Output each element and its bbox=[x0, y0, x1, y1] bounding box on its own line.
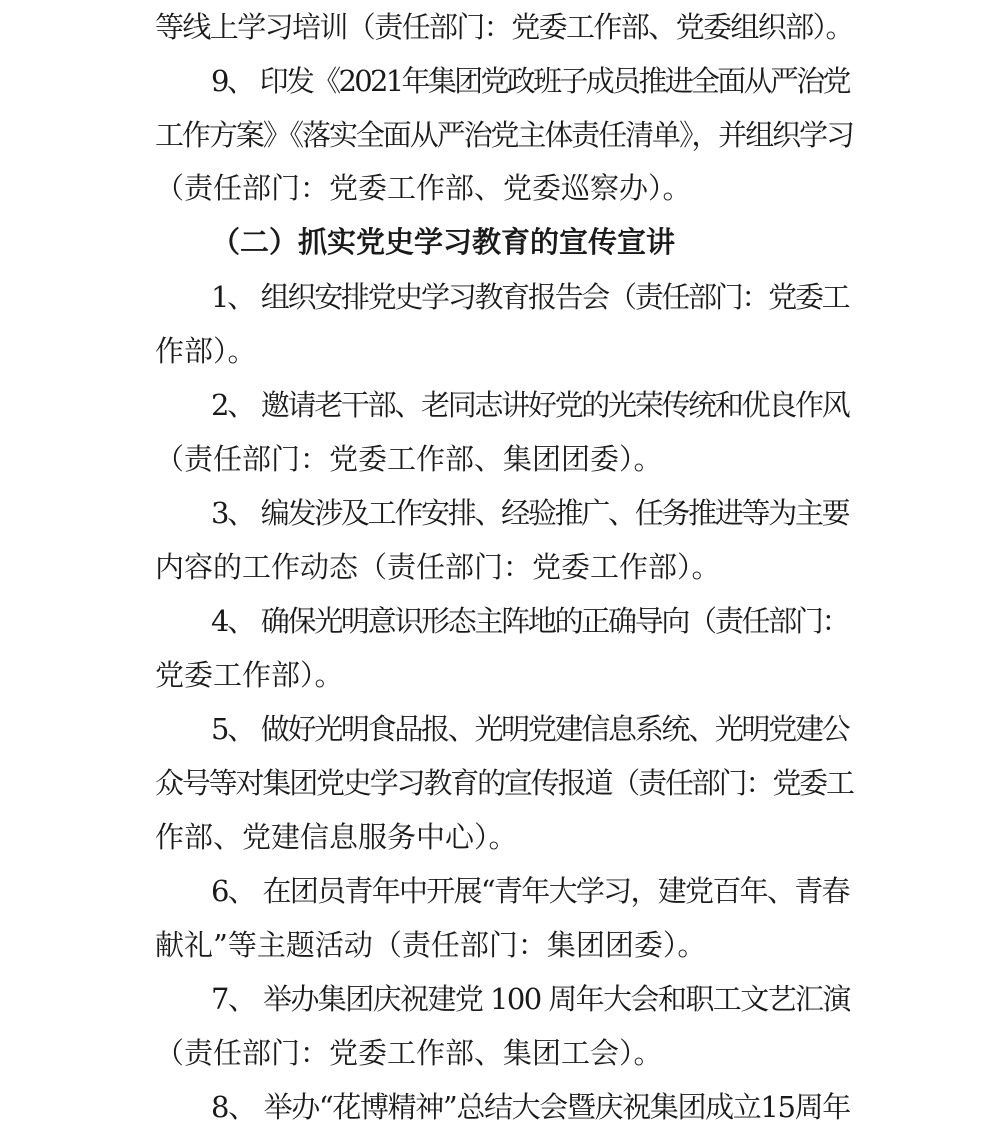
list-item-9-line2: 工作方案》《落实全面从严治党主体责任清单》，并组织学习 bbox=[155, 118, 853, 152]
list-item-3-line1: 3、 编发涉及工作安排、经验推广、任务推进等为主要 bbox=[211, 496, 849, 530]
list-item-7-line1: 7、 举办集团庆祝建党 100 周年大会和职工文艺汇演 bbox=[211, 982, 850, 1016]
list-item-7-line2: （责任部门：党委工作部、集团工会）。 bbox=[155, 1036, 663, 1070]
list-item-9-line3: （责任部门：党委工作部、党委巡察办）。 bbox=[155, 171, 692, 205]
list-item-8-line1: 8、 举办“花博精神”总结大会暨庆祝集团成立15周年 bbox=[211, 1090, 850, 1124]
list-item-5-line1: 5、 做好光明食品报、光明党建信息系统、光明党建公 bbox=[211, 712, 849, 746]
list-item-4-line2: 党委工作部）。 bbox=[155, 658, 344, 692]
text-line: 等线上学习培训（责任部门：党委工作部、党委组织部）。 bbox=[155, 10, 853, 44]
section-heading: （二）抓实党史学习教育的宣传宣讲 bbox=[211, 225, 676, 259]
list-item-5-line2: 众号等对集团党史学习教育的宣传报道（责任部门：党委工 bbox=[155, 766, 853, 800]
list-item-2-line1: 2、 邀请老干部、老同志讲好党的光荣传统和优良作风 bbox=[211, 388, 849, 422]
list-item-5-line3: 作部、党建信息服务中心）。 bbox=[155, 820, 518, 854]
list-item-4-line1: 4、 确保光明意识形态主阵地的正确导向（责任部门： bbox=[211, 604, 849, 638]
list-item-3-line2: 内容的工作动态（责任部门：党委工作部）。 bbox=[155, 550, 721, 584]
list-item-6-line2: 献礼”等主题活动（责任部门：集团团委）。 bbox=[155, 928, 707, 962]
list-item-1-line2: 作部）。 bbox=[155, 334, 257, 368]
list-item-9-line1: 9、 印发《2021年集团党政班子成员推进全面从严治党 bbox=[211, 64, 849, 98]
list-item-2-line2: （责任部门：党委工作部、集团团委）。 bbox=[155, 442, 663, 476]
list-item-1-line1: 1、 组织安排党史学习教育报告会（责任部门：党委工 bbox=[211, 280, 849, 314]
list-item-6-line1: 6、 在团员青年中开展“青年大学习，建党百年、青春 bbox=[211, 874, 849, 908]
